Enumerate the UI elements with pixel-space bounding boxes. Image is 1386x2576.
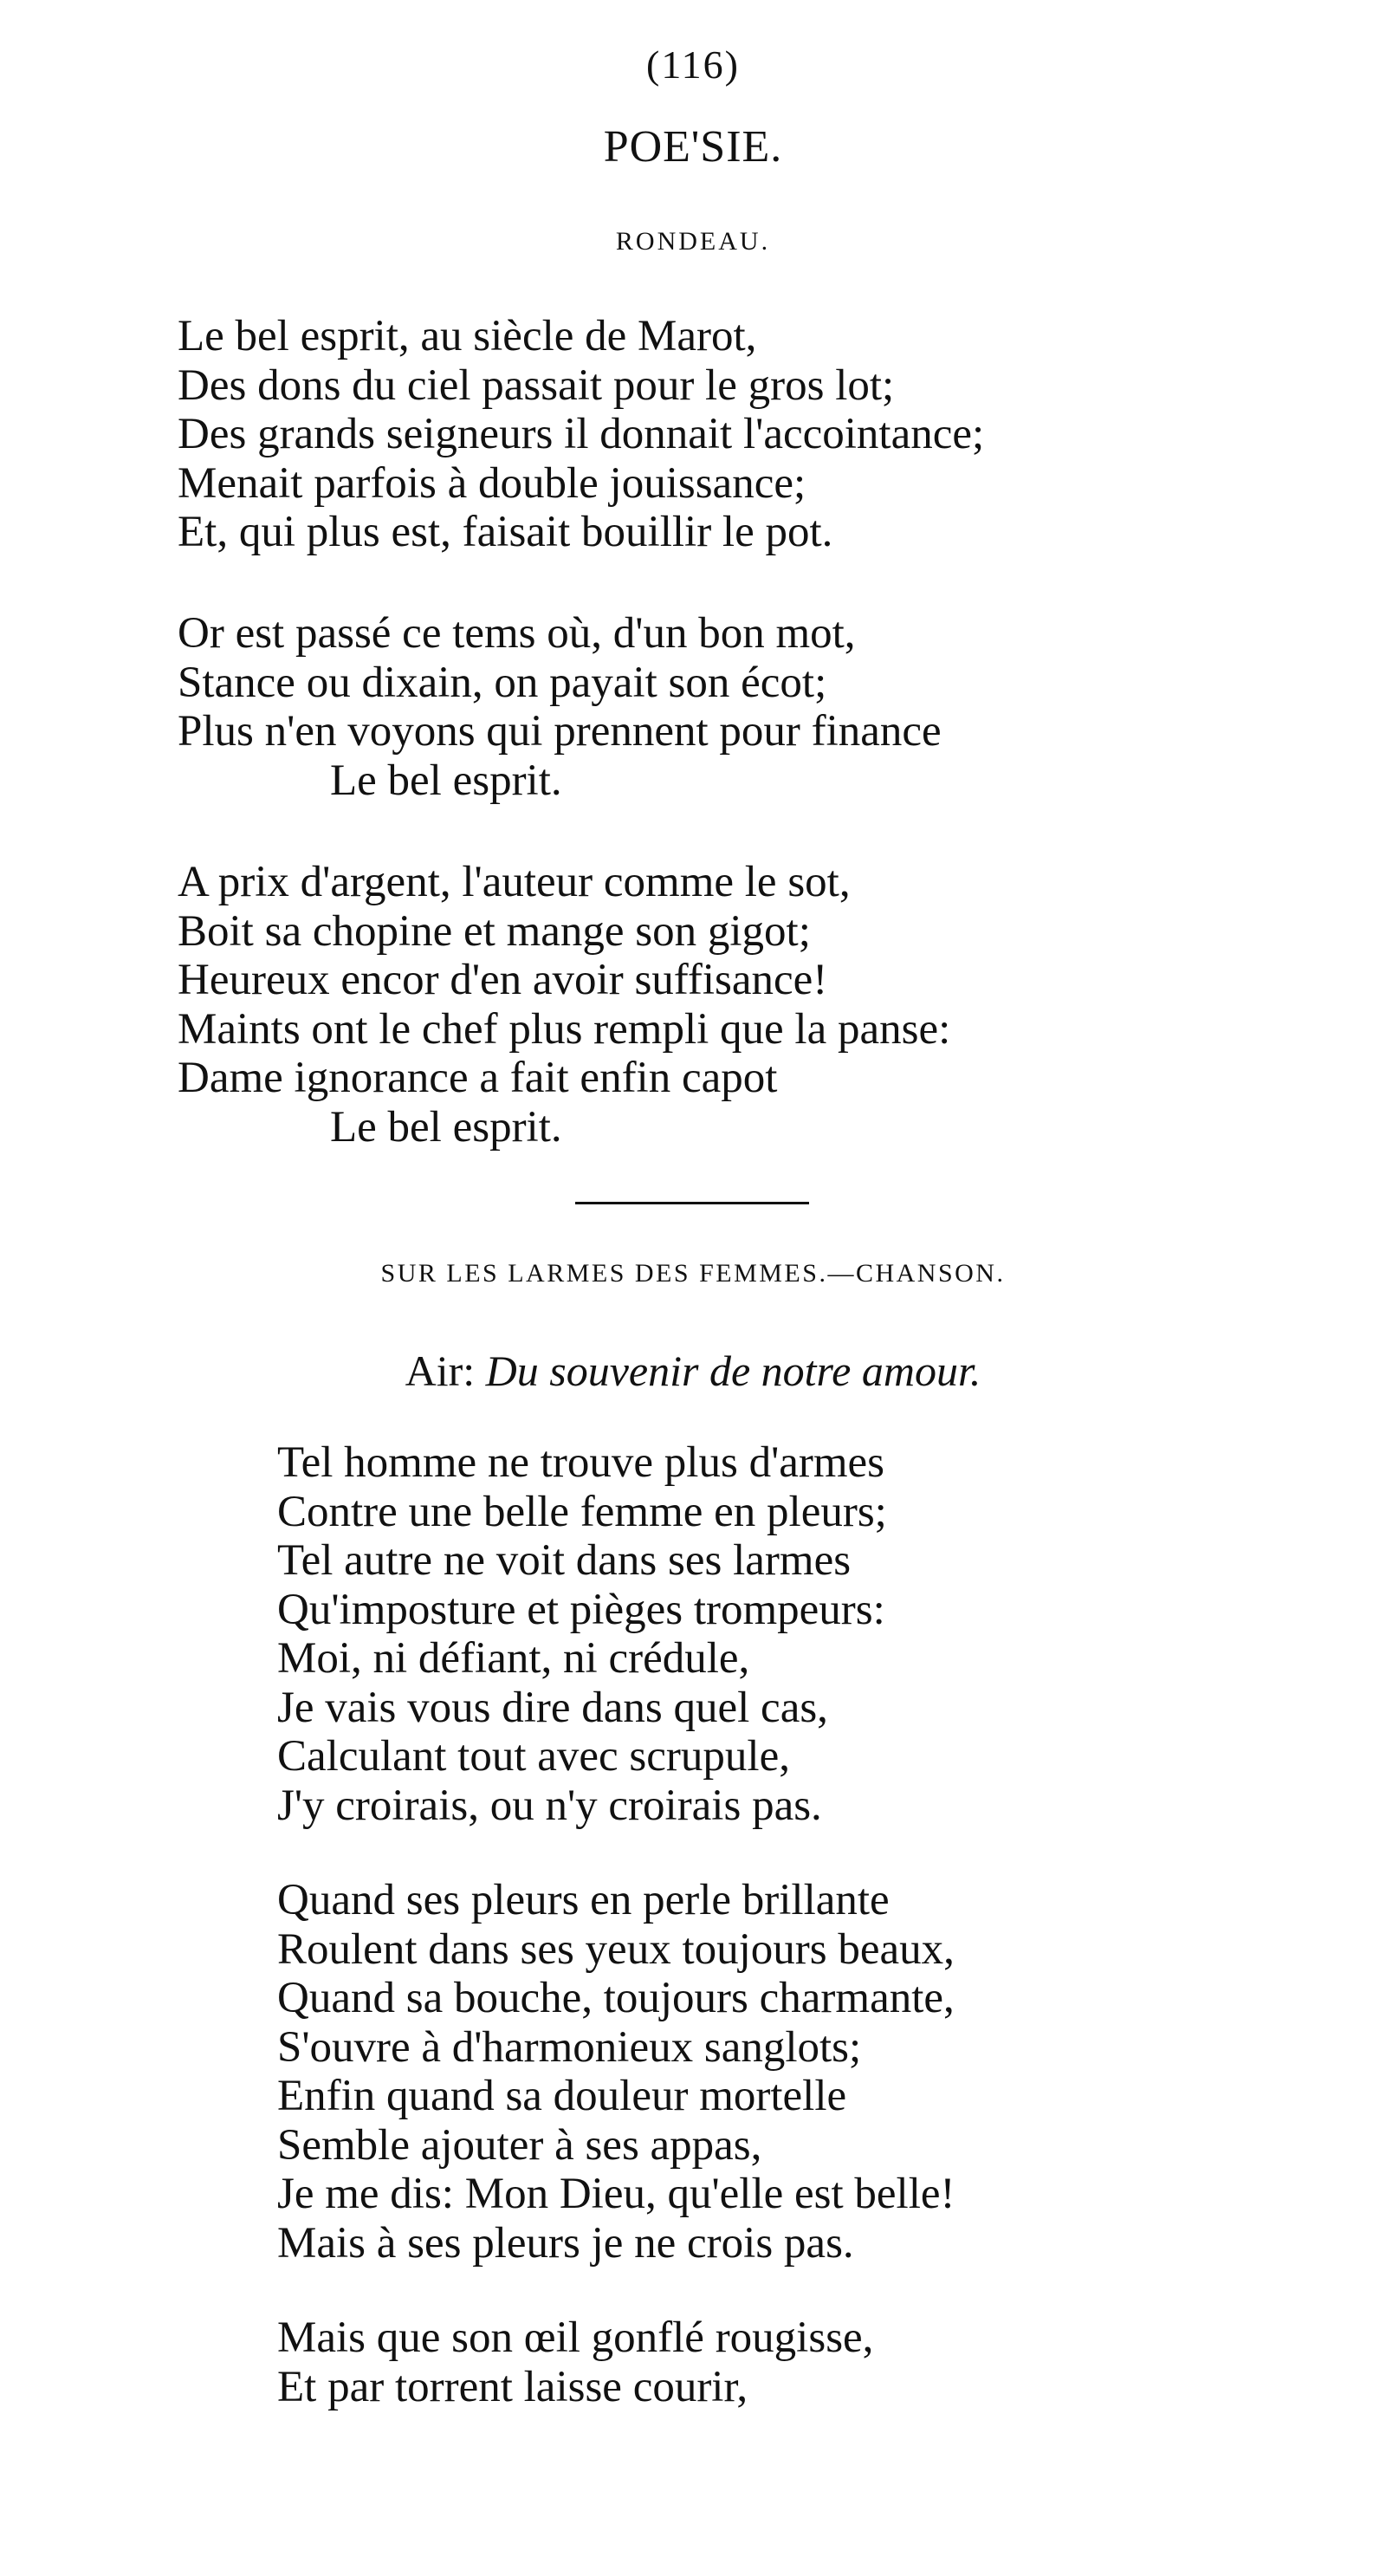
verse-line: Heureux encor d'en avoir suffisance! (178, 956, 828, 1004)
verse-line: J'y croirais, ou n'y croirais pas. (277, 1781, 822, 1830)
air-title: Du souvenir de notre amour. (485, 1346, 981, 1395)
verse-line: Calculant tout avec scrupule, (277, 1732, 790, 1781)
verse-line: Semble ajouter à ses appas, (277, 2120, 762, 2170)
verse-line: Quand sa bouche, toujours charmante, (277, 1974, 955, 2022)
verse-line: Moi, ni défiant, ni crédule, (277, 1634, 750, 1683)
air-label: Air: (405, 1346, 476, 1395)
song-stanza-3 (277, 2313, 873, 2411)
verse-line: Tel autre ne voit dans ses larmes (277, 1536, 852, 1585)
verse-line: Menait parfois à double jouissance; (178, 458, 806, 508)
verse-line: Et par torrent laisse courir, (277, 2362, 748, 2411)
song-heading: SUR LES LARMES DES FEMMES.—CHANSON. (380, 1259, 1006, 1288)
verse-line: Roulent dans ses yeux toujours beaux, (277, 1924, 955, 1974)
rondeau-stanza-3 (178, 858, 950, 1152)
verse-line: Des grands seigneurs il donnait l'accointance; (178, 410, 985, 458)
page-number: (116) (646, 42, 740, 87)
verse-line: Tel homme ne trouve plus d'armes (277, 1438, 885, 1487)
song-stanza-1 (277, 1438, 887, 1830)
verse-line: S'ouvre à d'harmonieux sanglots; (277, 2022, 862, 2072)
refrain-line: Le bel esprit. (330, 1102, 562, 1152)
verse-line: Contre une belle femme en pleurs; (277, 1487, 887, 1536)
verse-line: Mais que son œil gonflé rougisse, (277, 2313, 874, 2362)
verse-line: Plus n'en voyons qui prennent pour finance (178, 707, 942, 756)
verse-line: Boit sa chopine et mange son gigot; (178, 906, 811, 956)
verse-line: Des dons du ciel passait pour le gros lot; (178, 360, 895, 410)
verse-line: Or est passé ce tems où, d'un bon mot, (178, 609, 856, 658)
section-divider (575, 1202, 809, 1204)
verse-line: Le bel esprit, au siècle de Marot, (178, 312, 757, 360)
verse-line: Mais à ses pleurs je ne crois pas. (277, 2218, 854, 2268)
refrain-line: Le bel esprit. (330, 756, 562, 805)
verse-line: Maints ont le chef plus rempli que la panse: (178, 1004, 951, 1054)
song-stanza-2 (277, 1876, 955, 2268)
verse-line: A prix d'argent, l'auteur comme le sot, (178, 858, 851, 906)
verse-line: Stance ou dixain, on payait son écot; (178, 658, 827, 707)
verse-line: Dame ignorance a fait enfin capot (178, 1054, 778, 1102)
rondeau-heading: RONDEAU. (615, 227, 771, 256)
rondeau-stanza-2 (178, 609, 942, 805)
verse-line: Qu'imposture et pièges trompeurs: (277, 1585, 885, 1634)
verse-line: Je me dis: Mon Dieu, qu'elle est belle! (277, 2170, 955, 2218)
verse-line: Quand ses pleurs en perle brillante (277, 1876, 890, 1924)
rondeau-stanza-1 (178, 312, 984, 557)
air-line (0, 1346, 1386, 1396)
verse-line: Enfin quand sa douleur mortelle (277, 2072, 847, 2120)
section-title: POE'SIE. (603, 122, 783, 172)
verse-line: Je vais vous dire dans quel cas, (277, 1683, 828, 1732)
verse-line: Et, qui plus est, faisait bouillir le pot. (178, 508, 833, 556)
